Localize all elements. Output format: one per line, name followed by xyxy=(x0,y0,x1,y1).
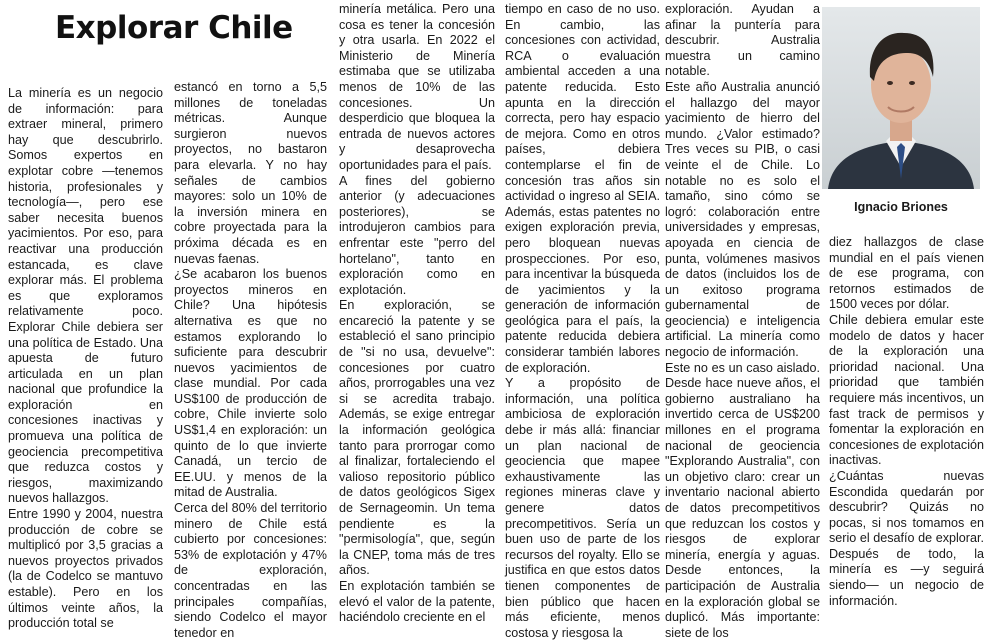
article-column-4 xyxy=(505,2,660,640)
paragraph: tiempo en caso de no uso. En cambio, las concesiones con actividad, RCA o evaluación ambiental acceden a una patente reducida. Esto apunta en la dirección correcta, pero hay espacio de mejora. Como en otros países, debiera contemplarse el fin de concesión tras años sin actividad o ingreso al SEIA. Además, estas patentes no exigen exploración previa, pero bloquean nuevas prospecciones. Por eso, para incentivar la búsqueda de yacimientos y la generación de información geológica para el país, la patente reducida debiera considerar también labores de exploración. xyxy=(505,2,660,375)
article-column-2 xyxy=(174,80,327,640)
portrait-photo-icon xyxy=(822,7,980,189)
paragraph: Cerca del 80% del territorio minero de Chile está cubierto por concesiones: 53% de explotación y 47% de exploración, concentradas en las principales compañías, siendo Codelco el mayor tenedor en xyxy=(174,501,327,640)
paragraph: estancó en torno a 5,5 millones de toneladas métricas. Aunque surgieron nuevos proyectos, no bastaron para elevarla. Y no hay señales de cambios mayores: solo un 10% de la inversión minera en cobre proyectada para la próxima década es en nuevas faenas. xyxy=(174,80,327,266)
paragraph: Chile debiera emular este modelo de datos y hacer de la exploración una prioridad nacional. Una prioridad que también requiere más incentivos, un fast track de permisos y fomentar la exploración en concesiones de explotación inactivas. xyxy=(829,312,984,468)
paragraph: minería metálica. Pero una cosa es tener la concesión y otra usarla. En 2022 el Ministerio de Minería estimaba que se utilizaba menos de 10% de las concesiones. Un desperdicio que bloquea la entrada de nuevos actores y desaprovecha oportunidades para el país. xyxy=(339,2,495,172)
author-photo xyxy=(822,7,980,189)
paragraph: Y a propósito de información, una política ambiciosa de exploración debe ir más allá: financiar un plan nacional de geociencia que mapee exhaustivamente las regiones mineras clave y genere datos precompetitivos. Sería un buen uso de parte de los recursos del royalty. Ello se justifica en que estos datos tienen componentes de bien público que hacen más eficiente, menos costosa y riesgosa la xyxy=(505,376,660,640)
paragraph: ¿Se acabaron los buenos proyectos mineros en Chile? Una hipótesis alternativa es que no estamos explorando lo suficiente para descubrir nuevos yacimientos de clase mundial. Por cada US$100 de producción de cobre, Chile invierte solo US$1,4 en exploración: un quinto de lo que invierte Canadá, un tercio de EE.UU. y menos de la mitad de Australia. xyxy=(174,267,327,500)
paragraph: En explotación también se elevó el valor de la patente, haciéndolo creciente en el xyxy=(339,578,495,625)
paragraph: exploración. Ayudan a afinar la puntería para descubrir. Australia muestra un camino notable. xyxy=(665,2,820,79)
photo-caption: Ignacio Briones xyxy=(854,200,948,214)
article-column-6 xyxy=(829,235,984,608)
paragraph: En exploración, se encareció la patente y se estableció el sano principio de "si no usa, devuelve": concesiones por cuatro años, prorrogables una vez si se acredita trabajo. Además, se exige entregar la información geológica tanto para prorrogar como al finalizar, fortaleciendo el valioso repositorio público de datos geológicos Sigex de Sernageomin. Un tema pendiente es la "permisología", que, según la CNEP, toma más de tres años. xyxy=(339,298,495,578)
article-title: Explorar Chile xyxy=(55,10,293,46)
paragraph: A fines del gobierno anterior (y adecuaciones posteriores), se introdujeron cambios para enfrentar este "perro del hortelano", tanto en exploración como en explotación. xyxy=(339,173,495,297)
article-column-5 xyxy=(665,2,820,640)
paragraph: ¿Cuántas nuevas Escondida quedarán por descubrir? Quizás no pocas, si nos tomamos en serio el desafío de explorar. Después de todo, la minería es —y seguirá siendo— un negocio de información. xyxy=(829,468,984,608)
paragraph: Este año Australia anunció el hallazgo del mayor yacimiento de hierro del mundo. ¿Valor estimado? Tres veces su PIB, o casi veinte el de Chile. Lo notable no es solo el tamaño, sino cómo se logró: colaboración entre universidades y empresas, apoyada en ciencia de punta, volúmenes masivos de datos (incluidos los de un exitoso programa gubernamental de geociencia) e inteligencia artificial. La minería como negocio de información. xyxy=(665,79,820,360)
paragraph: La minería es un negocio de información: para extraer mineral, primero hay que descubrirlo. Somos expertos en explotar cobre —tenemos historia, profesionales y tecnología—, pero ese saber necesita buenos yacimientos. Por eso, para reactivar una producción estancada, es clave explorar más. El problema es que exploramos relativamente poco. Explorar Chile debiera ser una política de Estado. Una apuesta de futuro articulada en un plan nacional que profundice la exploración en concesiones inactivas y promueva una política de geociencia precompetitiva que reduzca costos y riesgos, maximizando nuevos hallazgos. xyxy=(8,86,163,506)
paragraph: Entre 1990 y 2004, nuestra producción de cobre se multiplicó por 3,5 gracias a nuevos proyectos privados (la de Codelco se mantuvo estable). Pero en los últimos veinte años, la producción total se xyxy=(8,507,163,631)
paragraph: Este no es un caso aislado. Desde hace nueve años, el gobierno australiano ha invertido cerca de US$200 millones en el programa nacional de geociencia "Explorando Australia", con un objetivo claro: crear un inventario nacional abierto de datos precompetitivos que reduzcan los costos y riesgos de explorar minería, energía y aguas. Desde entonces, la participación de Australia en la exploración global se duplicó. Más importante: siete de los xyxy=(665,360,820,640)
article-column-1 xyxy=(8,86,163,631)
article-column-3 xyxy=(339,2,495,625)
paragraph: diez hallazgos de clase mundial en el país vienen de ese programa, con retornos estimados de 1500 veces por dólar. xyxy=(829,235,984,312)
